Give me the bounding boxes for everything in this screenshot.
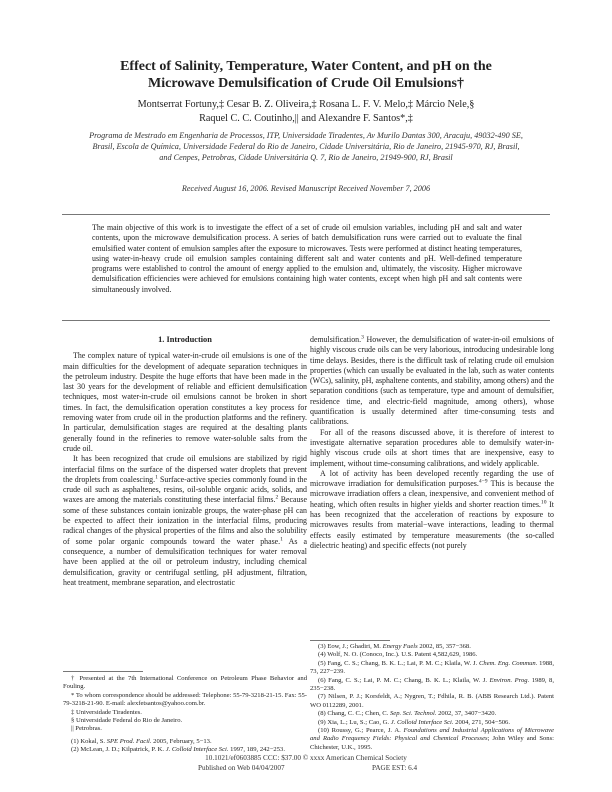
received-dates: Received August 16, 2006. Revised Manuscript Received November 7, 2006 — [181, 184, 431, 193]
abstract-bottom-rule — [62, 320, 550, 321]
footnote-rule — [63, 671, 143, 672]
citation: 3 — [361, 334, 364, 341]
reference: (1) Kokal, S. SPE Prod. Facil. 2005, February, 5−13. — [71, 737, 212, 745]
reference: (2) McLean, J. D.; Kilpatrick, P. K. J. Colloid Interface Sci. 1997, 189, 242−253. — [71, 746, 285, 754]
footnotes-left — [63, 675, 307, 755]
title-line-1: Effect of Salinity, Temperature, Water Content, and pH on the — [120, 59, 492, 74]
title-line-2: Microwave Demulsification of Crude Oil Emulsions† — [148, 76, 464, 91]
paragraph: For all of the reasons discussed above, it is therefore of interest to investigate alternative separation procedures able to demulsify water-in-highly viscous crude oils at short times that are inexpensive, easy to implement, without time-consuming calibrations, and widely applicable. — [310, 427, 554, 468]
section-heading-introduction: 1. Introduction — [158, 335, 212, 344]
paragraph: demulsification.$^3$ However, the demulsification of water-in-oil emulsions of highly viscous crude oils can be very laborious, introducing undesirable long time delays. Besides, there is the difficult task of relating crude oil emulsion properties (which can usually be evaluated in the lab, such as water contents (WCs), salinity, pH, asphaltene contents, and stability, among others) and the separation conditions (such as temperature, type and amount of demulsifier, residence time, and electric-field magnitude, among others), whose quantification is usually determined after time-consuming tests and calibrations. — [310, 334, 554, 427]
doi-line: 10.1021/ef0603885 CCC: $37.00 © xxxx American Chemical Society — [205, 754, 407, 762]
reference: (7) Nilsen, P. J.; Korsfeldt, A.; Nygren, T.; Fdhila, R. B. (ABB Research Ltd.). Patent WO 0112289, 2001. — [310, 693, 554, 709]
citation: 1 — [280, 536, 283, 543]
body-column-right — [310, 335, 554, 551]
abstract: The main objective of this work is to investigate the effect of a set of crude oil emulsion variables, including pH and salt and water contents, upon the microwave demulsification process. A series of batch demulsification runs were carried out to evaluate the final emulsified water content of emulsion samples after the exposure to microwaves. Tests were performed at distinct heating temperatures, using water-in-heavy crude oil emulsion samples containing different salt and water contents and pH. Well-defined temperature programs were established to control the amount of energy applied to the emulsion and, ultimately, the viscosity. Higher microwave demulsification efficiencies were achieved for emulsions containing high water contents, except when high pH and salt contents were simultaneously involved. — [92, 223, 522, 294]
author-list — [60, 98, 552, 125]
footnote: * To whom correspondence should be addressed: Telephone: 55-79-3218-21-15. Fax: 55-79-3218-21-90. E-mail: alexfetsantos@yahoo.com.br. — [63, 691, 307, 708]
footnote: † Presented at the 7th International Conference on Petroleum Phase Behavior and Fouling. — [63, 675, 307, 691]
footnote-rule — [310, 640, 390, 641]
reference: (6) Fang, C. S.; Lai, P. M. C.; Chang, B. K. L.; Klaila, W. J. Environ. Prog. 1989, 8, 235−238. — [310, 676, 555, 693]
page-estimate: PAGE EST: 6.4 — [372, 764, 418, 772]
paper-title — [60, 58, 552, 92]
citation: 1 — [155, 474, 158, 481]
reference: (3) Eow, J.; Ghadiri, M. Energy Fuels 2002, 85, 357−368. — [318, 643, 471, 650]
footnote: || Petrobras. — [71, 725, 102, 733]
reference: (8) Chang, C. C.; Chen, C. Sep. Sci. Technol. 2002, 37, 3407−3420. — [318, 710, 497, 718]
affiliations: Programa de Mestrado em Engenharia de Processos, ITP, Universidade Tiradentes, Av Murilo Dantas 300, Aracaju, 49032-490 SE, Brasil, Escola de Química, Universidade Federal do Rio de Janeiro, Cidade Universitária, Rio de Janeiro, 21945-970, RJ, Brasil, and Cenpes, Petrobras, Cidade Universitária Q. 7, Rio de Janeiro, 21949-900, RJ, Brasil — [89, 131, 523, 162]
paragraph: It has been recognized that crude oil emulsions are stabilized by rigid interfacial films on the surface of the dispersed water droplets that prevent the droplets from coalescing.$^1$ Surface-active species commonly found in the crude oil such as asphaltenes, resins, oil-soluble organic acids, solids, and waxes are among the materials constituting these interfacial films.$^2$ Because some of these substances contain ionizable groups, the water-phase pH can be expected to affect their ionization in the interfacial films, producing radical changes of the physical properties of the films and also the solubility of some polar organic compounds toward the water phase.$^1$ As a consequence, a number of demulsification techniques for water removal have been applied at the oil or petroleum industry, including chemical demulsification, gravity or centrifugal settling, pH adjustment, filtration, heat treatment, membrane separation, and electrostatic — [63, 454, 308, 587]
published-date: Published on Web 04/04/2007 — [198, 764, 285, 772]
reference: (10) Roussy, G.; Pearce, J. A. Foundations and Industrial Applications of Microwave and Radio Frequency Fields: Physical and Chemical Processes; John Wiley and Sons: Chichester, U.K., 1995. — [310, 727, 555, 751]
reference: (9) Xia, L.; Lu, S.; Cao, G. J. Colloid Interface Sci. 2004, 271, 504−506. — [318, 718, 510, 726]
paragraph: A lot of activity has been developed recently regarding the use of microwave irradiation for demulsification purposes.$^{4-9}$ This is because the microwave irradiation offers a clean, inexpensive, and convenient method of heating, which often results in higher yields and shorter reaction times.$^{10}$ It has been recognized that the acceleration of reactions by exposure to microwaves results from material−wave interactions, leading to thermal effects easily estimated by temperature measurements (the so-called dielectric heating) and specific effects (not purely — [310, 468, 555, 550]
reference: (5) Fang, C. S.; Chang, B. K. L.; Lai, P. M. C.; Klaila, W. J. Chem. Eng. Commun. 1988, 73, 227−239. — [310, 659, 555, 676]
citation: 10 — [540, 499, 547, 506]
references-right — [310, 643, 554, 752]
body-column-left — [63, 335, 307, 588]
authors-line-1: Montserrat Fortuny,‡ Cesar B. Z. Oliveira,‡ Rosana L. F. V. Melo,‡ Márcio Nele,§ — [137, 99, 475, 110]
footnote: § Universidade Federal do Rio de Janeiro. — [71, 717, 183, 725]
footnote: ‡ Universidade Tiradentes. — [71, 708, 142, 716]
reference: (4) Wolf, N. O. (Conoco, Inc.). U.S. Patent 4,582,629, 1986. — [318, 651, 478, 659]
citation: 2 — [275, 494, 279, 501]
citation: 4−9 — [478, 478, 488, 485]
paragraph: The complex nature of typical water-in-crude oil emulsions is one of the main difficulties for the development of adequate separation techniques in the petroleum industry. Despite the huge efforts that have been made in the last 30 years for the development of reliable and efficient demulsification techniques, most water-in-crude oil emulsions cannot be broken in short times. In fact, the demulsification operation constitutes a key process for removing water from crude oil in the production platforms and the refinery. In particular, demulsification stages are required at the desalting plants generally found in the refineries to remove water-soluble salts from the crude oil. — [63, 351, 307, 453]
abstract-top-rule — [62, 214, 550, 215]
authors-line-2: Raquel C. C. Coutinho,|| and Alexandre F. Santos*,‡ — [199, 112, 413, 124]
